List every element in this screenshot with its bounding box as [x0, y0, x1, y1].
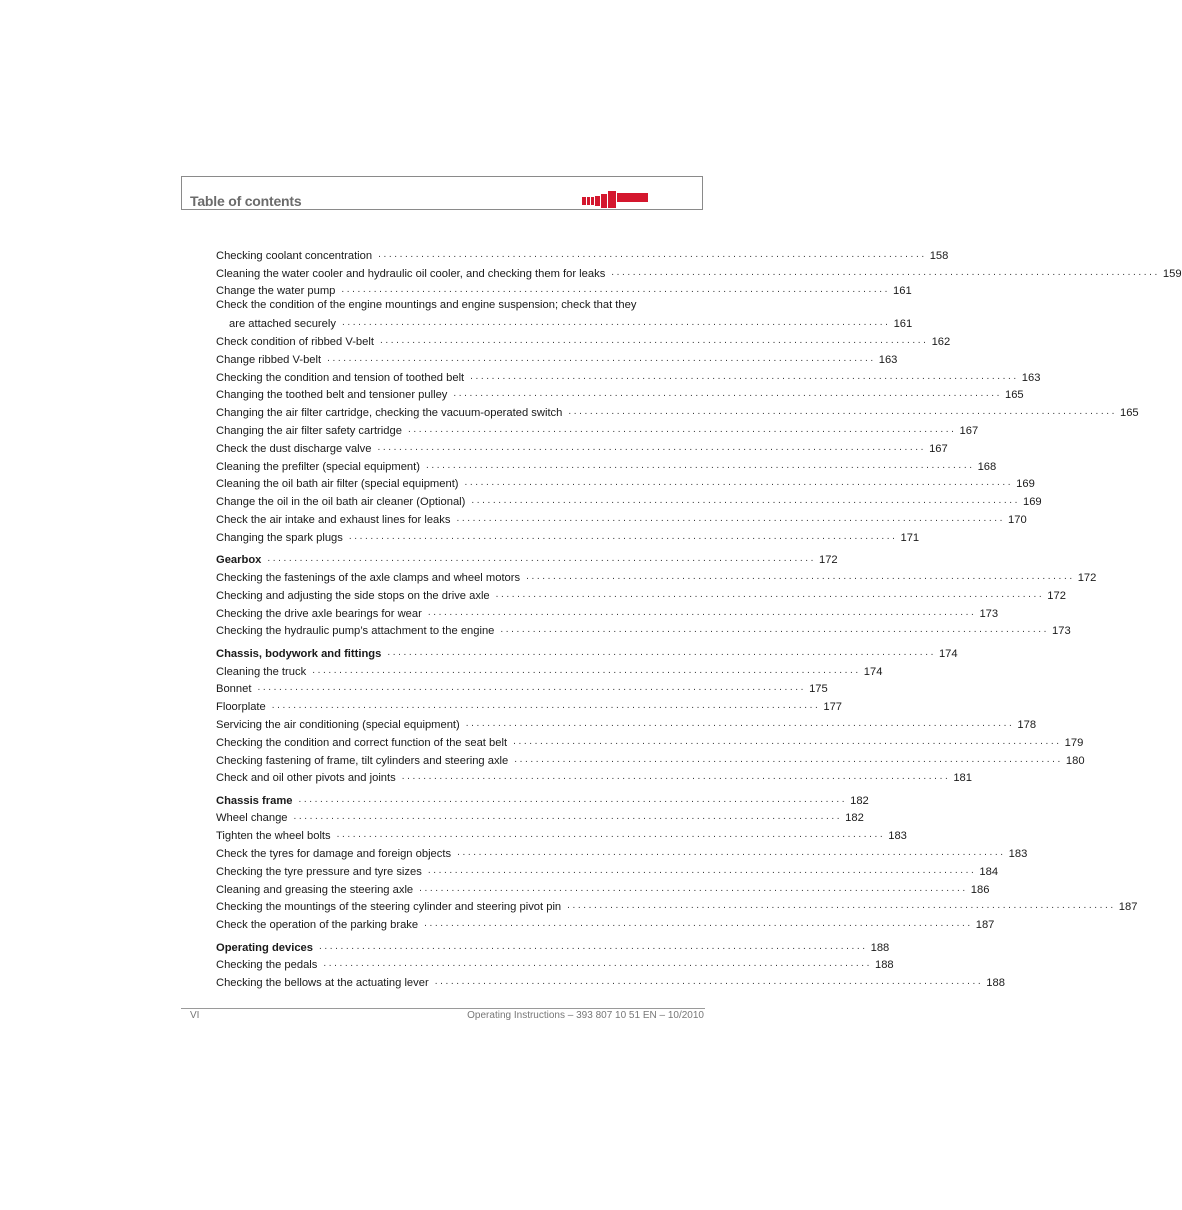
toc-entry[interactable]: Check the tyres for damage and foreign objects ...................................................................................................... 183 — [216, 847, 1028, 861]
toc-entry[interactable]: Checking coolant concentration ...................................................................................................... 158 — [216, 248, 949, 262]
toc-entry[interactable]: Changing the spark plugs ...................................................................................................... 171 — [216, 530, 920, 544]
toc-entry[interactable]: Checking the condition and correct function of the seat belt ...................................................................................................... 179 — [216, 735, 1084, 749]
section-header — [181, 176, 703, 210]
toc-entry[interactable]: Check the dust discharge valve ...................................................................................................... 167 — [216, 441, 948, 455]
toc-entry[interactable]: Wheel change ...................................................................................................... 182 — [216, 811, 864, 825]
toc-section-heading[interactable]: Chassis, bodywork and fittings ...................................................................................................... 174 — [216, 646, 958, 660]
toc-entry[interactable]: Change the water pump ...................................................................................................... 161 — [216, 284, 912, 298]
toc-entry[interactable]: Checking the fastenings of the axle clamps and wheel motors ...................................................................................................... 172 — [216, 570, 1097, 584]
toc-entry[interactable]: Floorplate ...................................................................................................... 177 — [216, 700, 843, 714]
toc-entry[interactable]: Cleaning and greasing the steering axle ...................................................................................................... 186 — [216, 882, 990, 896]
toc-section-heading[interactable]: Chassis frame ...................................................................................................... 182 — [216, 793, 869, 807]
toc-entry[interactable]: Checking the condition and tension of toothed belt ...................................................................................................... 163 — [216, 370, 1041, 384]
toc-entry[interactable]: Checking fastening of frame, tilt cylinders and steering axle ...................................................................................................... 180 — [216, 753, 1085, 767]
toc-entry[interactable]: Check condition of ribbed V-belt ...................................................................................................... 162 — [216, 334, 951, 348]
toc-entry[interactable]: Changing the air filter safety cartridge ...................................................................................................... 167 — [216, 423, 979, 437]
toc-entry[interactable]: Checking the tyre pressure and tyre sizes ...................................................................................................... 184 — [216, 864, 999, 878]
page-number: VI — [190, 1010, 200, 1021]
toc-section-heading[interactable]: Operating devices ...................................................................................................... 188 — [216, 940, 890, 954]
toc-entry[interactable]: Bonnet ...................................................................................................... 175 — [216, 682, 828, 696]
toc-section-heading[interactable]: Gearbox ...................................................................................................... 172 — [216, 553, 838, 567]
toc-entry[interactable]: Servicing the air conditioning (special equipment) ...................................................................................................... 178 — [216, 717, 1037, 731]
toc-entry[interactable]: Check the condition of the engine mountings and engine suspension; check that they are attached securely ...................................................................................................... 161 — [216, 299, 913, 331]
toc-entry[interactable]: Cleaning the water cooler and hydraulic oil cooler, and checking them for leaks ...................................................................................................... 159 — [216, 266, 1182, 280]
toc-entry[interactable]: Checking the drive axle bearings for wear ...................................................................................................... 173 — [216, 606, 999, 620]
document-info: Operating Instructions – 393 807 10 51 EN – 10/2010 — [467, 1010, 704, 1021]
toc-entry[interactable]: Check the air intake and exhaust lines for leaks ...................................................................................................... 170 — [216, 512, 1027, 526]
table-of-contents — [216, 245, 1182, 990]
toc-entry[interactable]: Checking the bellows at the actuating lever ...................................................................................................... 188 — [216, 976, 1005, 990]
toc-entry[interactable]: Change ribbed V-belt ...................................................................................................... 163 — [216, 352, 898, 366]
page-title: Table of contents — [190, 193, 302, 209]
toc-entry[interactable]: Checking the mountings of the steering cylinder and steering pivot pin ...................................................................................................... 187 — [216, 900, 1138, 914]
toc-entry[interactable]: Changing the toothed belt and tensioner pulley ...................................................................................................... 165 — [216, 388, 1024, 402]
toc-entry[interactable]: Checking the hydraulic pump’s attachment to the engine ...................................................................................................... 173 — [216, 624, 1071, 638]
toc-entry[interactable]: Change the oil in the oil bath air cleaner (Optional) ...................................................................................................... 169 — [216, 495, 1042, 509]
toc-entry[interactable]: Checking and adjusting the side stops on the drive axle ...................................................................................................... 172 — [216, 588, 1066, 602]
toc-entry[interactable]: Changing the air filter cartridge, checking the vacuum-operated switch ...................................................................................................... 165 — [216, 406, 1139, 420]
toc-entry[interactable]: Tighten the wheel bolts ...................................................................................................... 183 — [216, 829, 907, 843]
footer-divider — [181, 1008, 705, 1009]
toc-entry[interactable]: Check the operation of the parking brake ...................................................................................................... 187 — [216, 918, 995, 932]
toc-entry[interactable]: Checking the pedals ...................................................................................................... 188 — [216, 958, 894, 972]
brand-logo-icon — [582, 189, 648, 211]
toc-entry[interactable]: Cleaning the oil bath air filter (special equipment) ...................................................................................................... 169 — [216, 477, 1035, 491]
toc-entry[interactable]: Cleaning the truck ...................................................................................................... 174 — [216, 664, 883, 678]
toc-entry[interactable]: Check and oil other pivots and joints ...................................................................................................... 181 — [216, 771, 972, 785]
toc-entry[interactable]: Cleaning the prefilter (special equipment) ...................................................................................................... 168 — [216, 459, 997, 473]
